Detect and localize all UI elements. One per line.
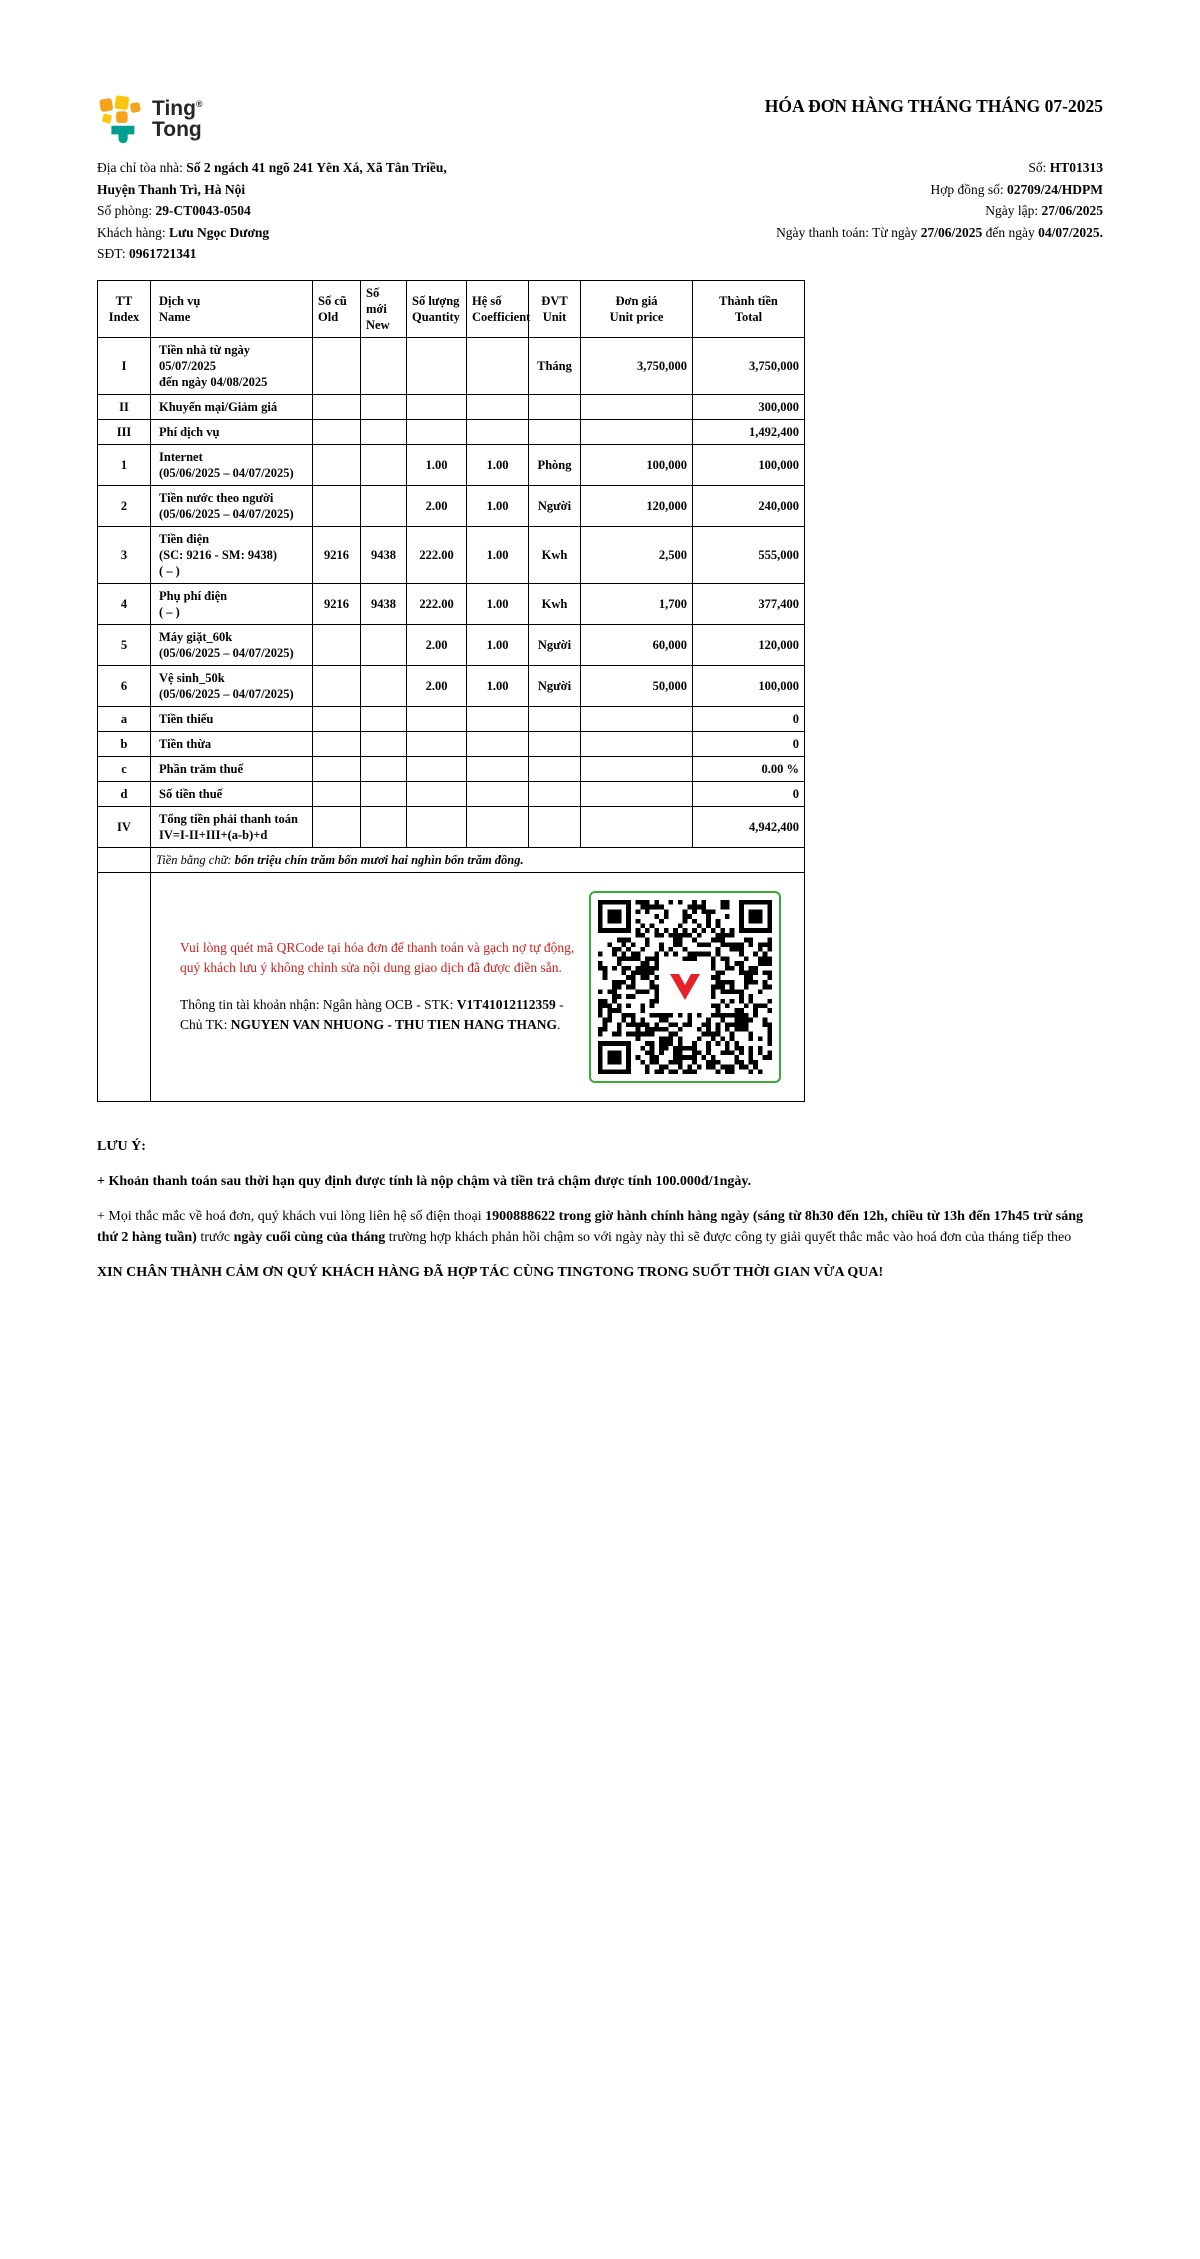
- table-cell: [581, 731, 693, 756]
- account-number: V1T41012112359: [456, 996, 556, 1012]
- registered-mark: ®: [195, 98, 203, 109]
- account-period: .: [556, 1016, 561, 1032]
- table-cell: [407, 706, 467, 731]
- table-cell: 6: [98, 665, 151, 706]
- phone-label: SĐT:: [97, 246, 129, 261]
- table-cell: 9216: [313, 526, 361, 583]
- table-cell: [313, 731, 361, 756]
- service-name-cell: Phí dịch vụ: [151, 419, 313, 444]
- table-row: [98, 731, 805, 756]
- service-name-cell: Internet (05/06/2025 – 04/07/2025): [151, 444, 313, 485]
- qr-instructions: [180, 938, 575, 1035]
- table-cell: [313, 394, 361, 419]
- table-cell: c: [98, 756, 151, 781]
- thank-you-note: XIN CHÂN THÀNH CẢM ƠN QUÝ KHÁCH HÀNG ĐÃ HỢP TÁC CÙNG TINGTONG TRONG SUỐT THỜI GIAN VỪA QUA!: [97, 1264, 884, 1280]
- column-header: TT Index: [98, 280, 151, 337]
- table-cell: [361, 731, 407, 756]
- table-cell: 2: [98, 485, 151, 526]
- table-cell: Tháng: [529, 337, 581, 394]
- service-name-cell: Phần trăm thuế: [151, 756, 313, 781]
- table-cell: Người: [529, 485, 581, 526]
- table-cell: 100,000: [581, 444, 693, 485]
- payment-prefix: Ngày thanh toán: Từ ngày: [776, 224, 921, 240]
- empty-cell: [98, 847, 151, 872]
- table-cell: [581, 756, 693, 781]
- address-value-1: Số 2 ngách 41 ngõ 241 Yên Xá, Xã Tân Triều,: [186, 160, 447, 175]
- table-cell: 1.00: [467, 583, 529, 624]
- table-cell: [313, 485, 361, 526]
- amount-in-words-row: [98, 847, 805, 872]
- qr-section: [156, 877, 799, 1097]
- table-row: [98, 394, 805, 419]
- table-cell: [467, 706, 529, 731]
- table-cell: Kwh: [529, 583, 581, 624]
- contract-label: Hợp đồng số:: [930, 181, 1007, 197]
- issue-date-label: Ngày lập:: [985, 203, 1042, 218]
- table-cell: [581, 781, 693, 806]
- table-cell: [361, 665, 407, 706]
- issue-date-value: 27/06/2025: [1041, 203, 1103, 218]
- table-cell: Kwh: [529, 526, 581, 583]
- table-cell: [361, 444, 407, 485]
- table-cell: [313, 444, 361, 485]
- hotline-note-text: + Mọi thắc mắc về hoá đơn, quý khách vui lòng liên hệ số điện thoại: [97, 1208, 486, 1224]
- invoice-table-head: [98, 280, 805, 337]
- qr-payment-notice: Vui lòng quét mã QRCode tại hóa đơn để thanh toán và gạch nợ tự động, quý khách lưu ý không chỉnh sửa nội dung giao dịch đã được điền sẵn.: [180, 940, 575, 976]
- hotline-number-hours: 1900888622 trong giờ hành chính hàng ngày (sáng từ 8h30 đến 12h, chiều từ 13h đến 17h45 trừ sáng thứ 2 hàng tuần): [97, 1208, 1084, 1245]
- brand-name-line2: Tong: [152, 118, 202, 141]
- payment-from-date: 27/06/2025: [920, 224, 983, 240]
- table-cell: [529, 806, 581, 847]
- table-cell: [361, 806, 407, 847]
- table-cell: 222.00: [407, 526, 467, 583]
- table-cell: [313, 756, 361, 781]
- column-header: Số cũ Old: [313, 280, 361, 337]
- table-cell: 4: [98, 583, 151, 624]
- column-header: Dịch vụ Name: [151, 280, 313, 337]
- table-cell: 1.00: [407, 444, 467, 485]
- hotline-note: [97, 1206, 1103, 1248]
- service-name-cell: Tiền nước theo người (05/06/2025 – 04/07/2025): [151, 485, 313, 526]
- column-header: Số mới New: [361, 280, 407, 337]
- invoice-number-value: HT01313: [1049, 160, 1103, 175]
- table-row: [98, 526, 805, 583]
- table-cell: [313, 624, 361, 665]
- service-name-cell: Tiền điện (SC: 9216 - SM: 9438) ( – ): [151, 526, 313, 583]
- info-right-column: [620, 157, 1103, 265]
- amount-in-words-cell: [151, 847, 805, 872]
- table-cell: III: [98, 419, 151, 444]
- table-cell: 4,942,400: [693, 806, 805, 847]
- table-cell: 222.00: [407, 583, 467, 624]
- table-cell: [313, 781, 361, 806]
- table-cell: [361, 781, 407, 806]
- table-cell: [361, 337, 407, 394]
- table-cell: a: [98, 706, 151, 731]
- table-cell: 0: [693, 781, 805, 806]
- table-cell: [407, 781, 467, 806]
- column-header: Thành tiền Total: [693, 280, 805, 337]
- table-cell: 0: [693, 731, 805, 756]
- vietqr-v-icon: [668, 972, 702, 1002]
- table-cell: 0: [693, 706, 805, 731]
- invoice-number-label: Số:: [1028, 160, 1050, 175]
- table-cell: [467, 337, 529, 394]
- amount-in-words-value: bốn triệu chín trăm bốn mươi hai nghìn bốn trăm đồng.: [234, 852, 524, 867]
- qr-row: [98, 872, 805, 1101]
- column-header: Hệ số Coefficient: [467, 280, 529, 337]
- table-row: [98, 583, 805, 624]
- contract-value: 02709/24/HDPM: [1007, 181, 1103, 197]
- room-value: 29-CT0043-0504: [155, 203, 251, 218]
- table-cell: [313, 665, 361, 706]
- table-cell: 3,750,000: [581, 337, 693, 394]
- payment-mid: đến ngày: [982, 224, 1039, 240]
- invoice-table-body: [98, 337, 805, 847]
- table-cell: [407, 731, 467, 756]
- table-cell: 2.00: [407, 665, 467, 706]
- qr-center-logo: [662, 966, 708, 1008]
- table-cell: [467, 781, 529, 806]
- table-cell: 120,000: [693, 624, 805, 665]
- table-cell: 2.00: [407, 624, 467, 665]
- table-cell: 1.00: [467, 444, 529, 485]
- table-cell: [529, 781, 581, 806]
- contract-number-line: [620, 179, 1103, 201]
- account-holder-label: - Chủ TK:: [180, 996, 564, 1032]
- service-name-cell: Số tiền thuế: [151, 781, 313, 806]
- table-cell: 0.00 %: [693, 756, 805, 781]
- table-cell: [467, 419, 529, 444]
- table-cell: [361, 756, 407, 781]
- hotline-note-mid: trước: [196, 1229, 234, 1245]
- table-cell: 2.00: [407, 485, 467, 526]
- service-name-cell: Khuyến mại/Giảm giá: [151, 394, 313, 419]
- table-cell: 2,500: [581, 526, 693, 583]
- table-cell: [361, 624, 407, 665]
- amount-in-words-label: Tiền bằng chữ:: [156, 852, 235, 867]
- table-cell: 1.00: [467, 526, 529, 583]
- tingtong-logo-icon: [97, 95, 143, 143]
- table-cell: [313, 419, 361, 444]
- account-holder-name: NGUYEN VAN NHUONG - THU TIEN HANG THANG: [230, 1016, 557, 1032]
- table-cell: [529, 394, 581, 419]
- hotline-note-tail: trường hợp khách phản hồi chậm so với ngày này thì sẽ được công ty giải quyết thắc mắc vào hoá đơn của tháng tiếp theo: [385, 1229, 1072, 1245]
- service-name-cell: Máy giặt_60k (05/06/2025 – 04/07/2025): [151, 624, 313, 665]
- table-row: [98, 337, 805, 394]
- table-cell: 60,000: [581, 624, 693, 665]
- table-cell: 1,492,400: [693, 419, 805, 444]
- invoice-info: [97, 157, 1103, 265]
- service-name-cell: Tiền nhà từ ngày 05/07/2025 đến ngày 04/08/2025: [151, 337, 313, 394]
- service-name-cell: Tiền thiếu: [151, 706, 313, 731]
- table-cell: [361, 419, 407, 444]
- table-cell: [529, 731, 581, 756]
- issue-date-line: [620, 200, 1103, 222]
- table-cell: 9216: [313, 583, 361, 624]
- column-header: Số lượng Quantity: [407, 280, 467, 337]
- invoice-number-line: [620, 157, 1103, 179]
- brand-name: [152, 98, 203, 141]
- table-cell: I: [98, 337, 151, 394]
- table-cell: 240,000: [693, 485, 805, 526]
- table-cell: [407, 337, 467, 394]
- deadline-text: ngày cuối cùng của tháng: [233, 1229, 386, 1245]
- column-header: ĐVT Unit: [529, 280, 581, 337]
- table-cell: 555,000: [693, 526, 805, 583]
- table-cell: [361, 706, 407, 731]
- table-cell: [407, 394, 467, 419]
- customer-line: [97, 222, 620, 244]
- table-cell: 1.00: [467, 624, 529, 665]
- table-cell: Phòng: [529, 444, 581, 485]
- table-cell: [313, 806, 361, 847]
- building-address-line1: [97, 157, 620, 179]
- table-cell: [407, 756, 467, 781]
- table-cell: 300,000: [693, 394, 805, 419]
- service-name-cell: Phụ phí điện ( – ): [151, 583, 313, 624]
- table-cell: 377,400: [693, 583, 805, 624]
- room-number-line: [97, 200, 620, 222]
- table-cell: [529, 706, 581, 731]
- table-cell: [407, 806, 467, 847]
- table-cell: [581, 806, 693, 847]
- brand-name-line1: Ting: [152, 96, 196, 120]
- table-row: [98, 444, 805, 485]
- table-cell: IV: [98, 806, 151, 847]
- table-cell: 3: [98, 526, 151, 583]
- table-row: [98, 665, 805, 706]
- table-row: [98, 624, 805, 665]
- table-row: [98, 781, 805, 806]
- info-left-column: [97, 157, 620, 265]
- table-cell: [581, 394, 693, 419]
- table-cell: 50,000: [581, 665, 693, 706]
- table-cell: [529, 419, 581, 444]
- table-cell: [529, 756, 581, 781]
- customer-value: Lưu Ngọc Dương: [168, 224, 270, 240]
- table-cell: [407, 419, 467, 444]
- invoice-table: [97, 280, 805, 1102]
- table-cell: 3,750,000: [693, 337, 805, 394]
- column-header: Đơn giá Unit price: [581, 280, 693, 337]
- table-cell: 1: [98, 444, 151, 485]
- qr-code: [589, 891, 781, 1083]
- footer-notes: [97, 1136, 1103, 1283]
- page-title: HÓA ĐƠN HÀNG THÁNG THÁNG 07-2025: [764, 96, 1103, 116]
- service-name-cell: Tổng tiền phải thanh toán IV=I-II+III+(a-b)+d: [151, 806, 313, 847]
- invoice-table-footer: [98, 847, 805, 1101]
- service-name-cell: Vệ sinh_50k (05/06/2025 – 04/07/2025): [151, 665, 313, 706]
- table-cell: [313, 337, 361, 394]
- empty-cell: [98, 872, 151, 1101]
- phone-line: [97, 243, 620, 265]
- table-cell: [467, 806, 529, 847]
- service-name-cell: Tiền thừa: [151, 731, 313, 756]
- building-address-line2: Huyện Thanh Trì, Hà Nội: [97, 181, 246, 197]
- qr-section-cell: [151, 872, 805, 1101]
- notes-heading: LƯU Ý:: [97, 1138, 146, 1154]
- payment-to-date: 04/07/2025.: [1038, 224, 1103, 240]
- table-cell: [361, 485, 407, 526]
- phone-value: 0961721341: [128, 246, 197, 261]
- table-row: [98, 419, 805, 444]
- table-cell: 9438: [361, 526, 407, 583]
- table-row: [98, 485, 805, 526]
- account-label: Thông tin tài khoản nhận: Ngân hàng OCB - STK:: [180, 996, 457, 1012]
- bank-account-info: [180, 995, 575, 1036]
- table-cell: 9438: [361, 583, 407, 624]
- table-cell: 100,000: [693, 444, 805, 485]
- table-cell: [467, 394, 529, 419]
- header: [97, 95, 1103, 143]
- table-cell: 120,000: [581, 485, 693, 526]
- table-row: [98, 706, 805, 731]
- table-cell: d: [98, 781, 151, 806]
- table-cell: 1.00: [467, 485, 529, 526]
- customer-label: Khách hàng:: [97, 224, 169, 240]
- table-cell: 5: [98, 624, 151, 665]
- payment-period-line: [620, 222, 1103, 244]
- table-row: [98, 756, 805, 781]
- table-cell: [467, 756, 529, 781]
- late-payment-note: + Khoản thanh toán sau thời hạn quy định được tính là nộp chậm và tiền trả chậm được tính 100.000đ/1ngày.: [97, 1173, 752, 1189]
- table-cell: b: [98, 731, 151, 756]
- table-cell: 100,000: [693, 665, 805, 706]
- table-cell: [581, 419, 693, 444]
- table-cell: [361, 394, 407, 419]
- table-cell: 1,700: [581, 583, 693, 624]
- table-cell: [581, 706, 693, 731]
- table-cell: Người: [529, 624, 581, 665]
- room-label: Số phòng:: [97, 203, 156, 218]
- table-cell: II: [98, 394, 151, 419]
- table-cell: Người: [529, 665, 581, 706]
- table-row: [98, 806, 805, 847]
- table-cell: [467, 731, 529, 756]
- brand-logo: [97, 95, 203, 143]
- table-cell: 1.00: [467, 665, 529, 706]
- address-label: Địa chỉ tòa nhà:: [97, 160, 187, 175]
- invoice-table-head-row: [98, 280, 805, 337]
- table-cell: [313, 706, 361, 731]
